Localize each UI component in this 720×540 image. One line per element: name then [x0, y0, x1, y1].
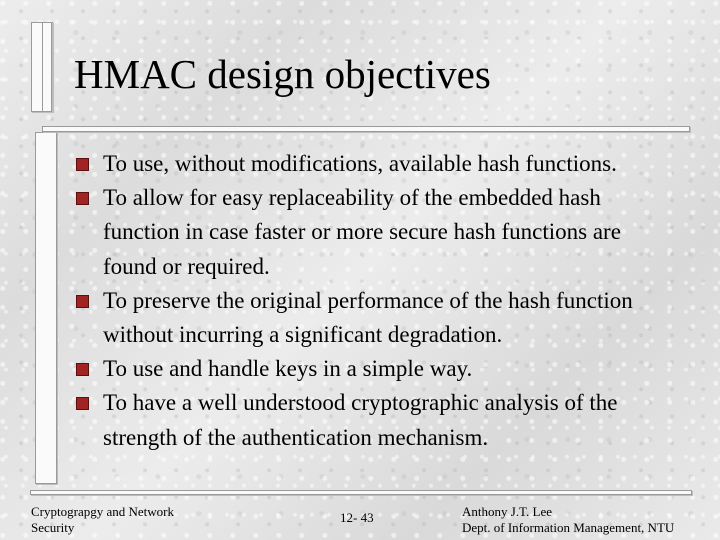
square-bullet-icon: [76, 192, 89, 205]
bullet-item: [62, 181, 677, 284]
square-bullet-icon: [76, 158, 89, 171]
square-bullet-icon: [76, 295, 89, 308]
content-top-bar: [42, 126, 690, 132]
footer-author-block: [462, 504, 674, 536]
bullet-item: [62, 386, 677, 454]
bullet-text: To preserve the original performance of the hash function without incurring a significant degradation.: [103, 287, 633, 348]
content-left-bar: [35, 132, 57, 484]
footer-course-title: Cryptograpgy and Network Security: [31, 504, 174, 535]
square-bullet-icon: [76, 397, 89, 410]
bullet-list: [62, 147, 677, 455]
footer-department: Dept. of Information Management, NTU: [462, 520, 675, 535]
bullet-text: To have a well understood cryptographic analysis of the strength of the authentication mechanism.: [103, 390, 618, 450]
title-top-bar: [42, 22, 52, 112]
slide-title: HMAC design objectives: [74, 51, 491, 97]
bullet-item: [62, 147, 677, 181]
bullet-item: [62, 284, 677, 352]
square-bullet-icon: [76, 363, 89, 376]
bullet-item: [62, 352, 677, 386]
bullet-text: To use and handle keys in a simple way.: [103, 356, 473, 382]
bullet-text: To use, without modifications, available hash functions.: [103, 151, 617, 176]
footer-author: Anthony J.T. Lee: [462, 504, 553, 519]
content-bottom-bar: [30, 490, 692, 495]
footer-page-number: 12- 43: [340, 510, 374, 525]
bullet-text: To allow for easy replaceability of the embedded hash function in case faster or more secure hash functions are found or required.: [103, 185, 621, 279]
